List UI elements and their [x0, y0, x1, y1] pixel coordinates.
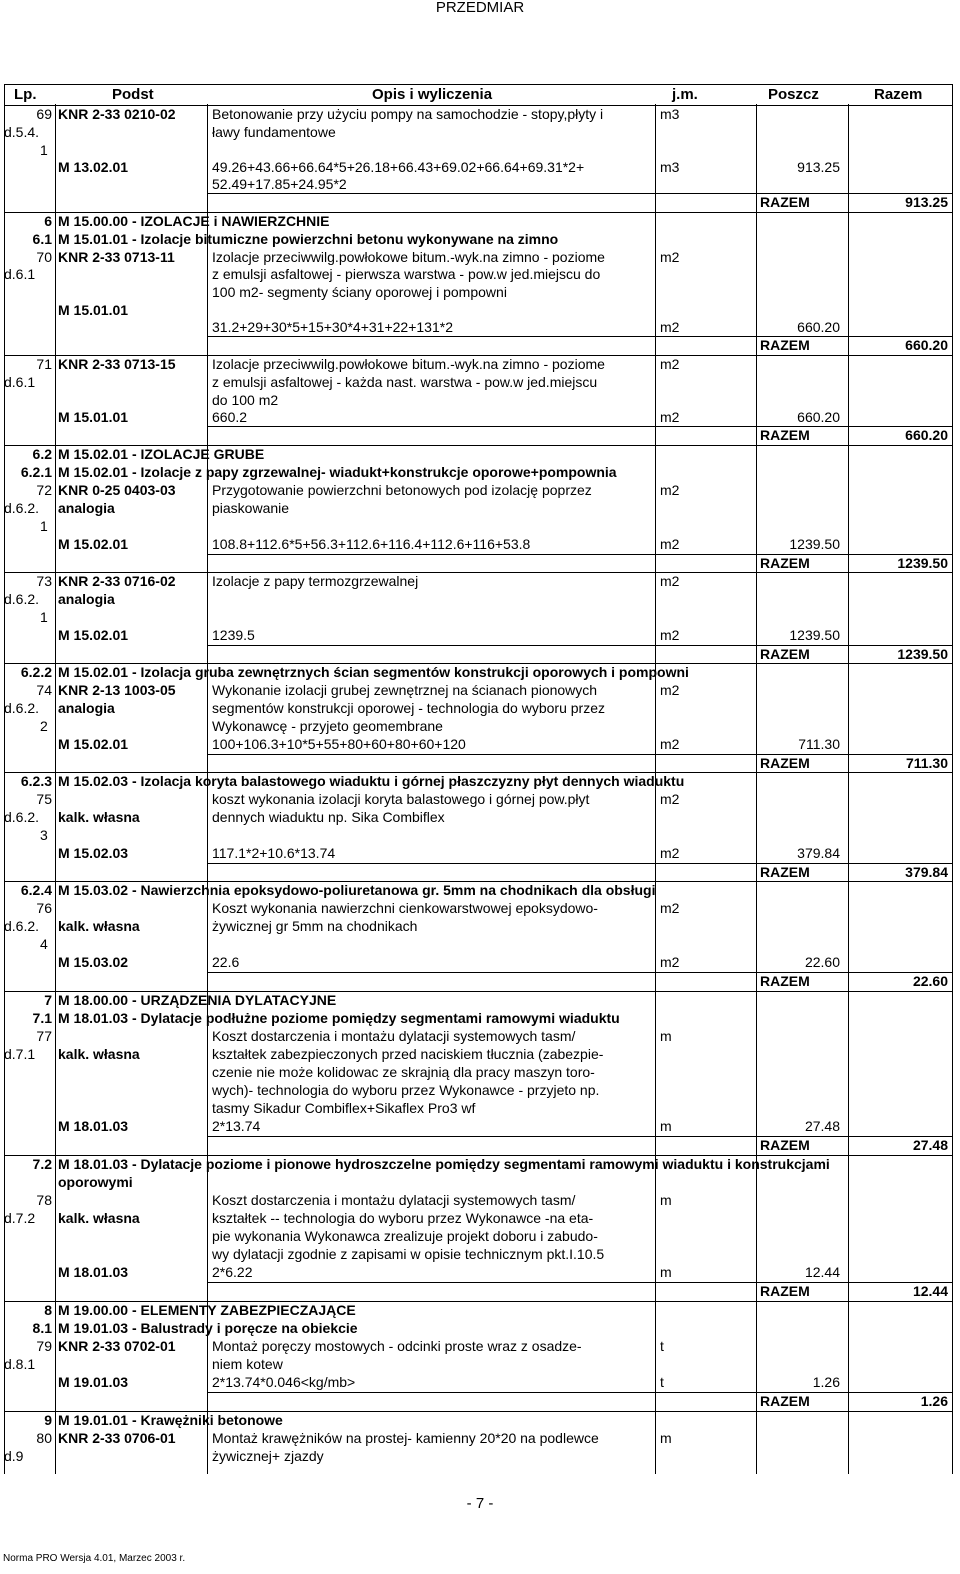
table-cell-text: M 15.03.02 - Nawierzchnia epoksydowo-poliuretanowa gr. 5mm na chodnikach dla obsługi [58, 882, 656, 898]
table-cell-text: 8 [44, 1302, 52, 1318]
table-cell-text: M 15.02.01 - IZOLACJE GRUBE [58, 446, 265, 462]
table-cell-text: 379.84 [905, 864, 948, 880]
table-cell-text: m [660, 1118, 672, 1134]
table-cell-text: M 18.01.03 - Dylatacje podłużne poziome pomiędzy segmentami ramowymi wiaduktu [58, 1010, 620, 1026]
table-cell-text: m3 [660, 159, 680, 175]
table-cell-text: 72 [36, 482, 52, 498]
page-number: - 7 - [466, 1495, 494, 1512]
table-cell-text: m2 [660, 573, 680, 589]
grid-line [207, 193, 952, 194]
grid-line [207, 1136, 952, 1137]
table-cell-text: niem kotew [212, 1356, 283, 1372]
table-cell-text: 913.25 [797, 159, 840, 175]
grid-line [207, 1282, 952, 1283]
table-cell-text: KNR 2-33 0702-01 [58, 1338, 176, 1354]
table-cell-text: 1 [40, 142, 48, 158]
table-cell-text: 660.20 [905, 427, 948, 443]
table-cell-text: 1 [40, 518, 48, 534]
table-cell-text: M 19.01.03 - Balustrady i poręcze na obiekcie [58, 1320, 358, 1336]
grid-line [55, 104, 56, 1474]
table-cell-text: 660.2 [212, 409, 248, 425]
grid-line [756, 104, 757, 1474]
table-cell-text: d.6.2. [4, 918, 40, 934]
table-cell-text: kształtek zabezpieczonych przed naciskiem tłucznia (zabezpie- [212, 1046, 604, 1062]
table-cell-text: Koszt wykonania nawierzchni cienkowarstwowej epoksydowo- [212, 900, 598, 916]
table-cell-text: 76 [36, 900, 52, 916]
table-cell-text: t [660, 1374, 664, 1390]
table-cell-text: KNR 0-25 0403-03 [58, 482, 176, 498]
table-cell-text: 31.2+29+30*5+15+30*4+31+22+131*2 [212, 319, 453, 335]
table-cell-text: 100 m2- segmenty ściany oporowej i pompowni [212, 284, 507, 300]
table-cell-text: RAZEM [760, 194, 810, 210]
table-cell-text: M 18.00.00 - URZĄDZENIA DYLATACYJNE [58, 992, 337, 1008]
table-cell-text: RAZEM [760, 1393, 810, 1409]
table-cell-text: 74 [36, 682, 52, 698]
page-header-title: PRZEDMIAR [435, 0, 525, 16]
table-cell-text: d.7.2 [4, 1210, 36, 1226]
table-cell-text: m3 [660, 106, 680, 122]
table-cell-text: M 18.01.03 - Dylatacje poziome i pionowe hydroszczelne pomiędzy segmentami ramowymi wiaduktu i konstrukcjami [58, 1156, 830, 1172]
grid-line [207, 645, 952, 646]
table-cell-text: KNR 2-33 0713-15 [58, 356, 176, 372]
table-cell-text: 6.2.2 [20, 664, 52, 680]
table-cell-text: 6.2.3 [20, 773, 52, 789]
table-cell-text: M 13.02.01 [58, 159, 129, 175]
table-cell-text: Koszt dostarczenia i montażu dylatacji systemowych tasm/ [212, 1192, 576, 1208]
table-cell-text: 6.2 [32, 446, 52, 462]
grid-line [207, 1392, 952, 1393]
table-cell-text: m2 [660, 900, 680, 916]
table-cell-text: 52.49+17.85+24.95*2 [212, 176, 347, 192]
table-cell-text: 1 [40, 609, 48, 625]
table-cell-text: 27.48 [912, 1137, 948, 1153]
table-cell-text: żywicznej gr 5mm na chodnikach [212, 918, 418, 934]
table-cell-text: d.9 [4, 1448, 24, 1464]
table-cell-text: 379.84 [797, 845, 840, 861]
table-cell-text: d.6.2. [4, 500, 40, 516]
table-cell-text: d.6.2. [4, 809, 40, 825]
table-cell-text: 9 [44, 1412, 52, 1428]
table-cell-text: d.6.1 [4, 374, 36, 390]
table-cell-text: 6 [44, 213, 52, 229]
table-cell-text: czenie nie może kolidowac ze skrajnią dla pracy maszyn toro- [212, 1064, 595, 1080]
table-cell-text: M 19.01.01 - Krawężniki betonowe [58, 1412, 283, 1428]
table-cell-text: do 100 m2 [212, 392, 279, 408]
table-cell-text: m2 [660, 627, 680, 643]
table-cell-text: 108.8+112.6*5+56.3+112.6+116.4+112.6+116+53.8 [212, 536, 531, 552]
table-cell-text: M 15.02.01 - Izolacja gruba zewnętrznych ścian segmentów konstrukcji oporowych i pompowni [58, 664, 689, 680]
table-cell-text: Izolacje z papy termozgrzewalnej [212, 573, 419, 589]
table-cell-text: d.6.1 [4, 266, 36, 282]
table-cell-text: RAZEM [760, 555, 810, 571]
table-cell-text: 8.1 [32, 1320, 52, 1336]
grid-line [207, 754, 952, 755]
table-cell-text: kalk. własna [58, 809, 140, 825]
grid-line [952, 84, 953, 1474]
table-cell-text: 6.1 [32, 231, 52, 247]
table-cell-text: m2 [660, 249, 680, 265]
table-cell-text: 70 [36, 249, 52, 265]
table-cell-text: kalk. własna [58, 918, 140, 934]
table-cell-text: z emulsji asfaltowej - każda nast. warstwa - pow.w jed.miejscu [212, 374, 598, 390]
table-cell-text: pie wykonania Wykonawca zrealizuje projekt doboru i zabudo- [212, 1228, 598, 1244]
table-cell-text: M 15.01.01 [58, 302, 129, 318]
table-cell-text: Montaż poręczy mostowych - odcinki proste wraz z osadze- [212, 1338, 582, 1354]
table-cell-text: m [660, 1028, 672, 1044]
table-cell-text: 75 [36, 791, 52, 807]
table-cell-text: Montaż krawężników na prostej- kamienny 20*20 na podlewce [212, 1430, 599, 1446]
table-cell-text: 2 [40, 718, 48, 734]
table-cell-text: piaskowanie [212, 500, 290, 516]
table-cell-text: 22.60 [804, 954, 840, 970]
table-cell-text: 73 [36, 573, 52, 589]
table-cell-text: m2 [660, 954, 680, 970]
grid-line [207, 554, 952, 555]
table-cell-text: m [660, 1430, 672, 1446]
col-podst: Podst [112, 86, 154, 103]
table-cell-text: 3 [40, 827, 48, 843]
table-cell-text: 4 [40, 936, 48, 952]
table-cell-text: t [660, 1338, 664, 1354]
table-cell-text: d.5.4. [4, 124, 40, 140]
table-cell-text: Betonowanie przy użyciu pompy na samochodzie - stopy,płyty i [212, 106, 604, 122]
table-cell-text: 80 [36, 1430, 52, 1446]
table-cell-text: 2*6.22 [212, 1264, 253, 1280]
table-cell-text: m [660, 1192, 672, 1208]
table-cell-text: Koszt dostarczenia i montażu dylatacji systemowych tasm/ [212, 1028, 576, 1044]
table-cell-text: 660.20 [905, 337, 948, 353]
table-cell-text: d.7.1 [4, 1046, 36, 1062]
table-cell-text: M 15.02.01 [58, 627, 129, 643]
table-cell-text: 1.26 [812, 1374, 840, 1390]
table-cell-text: 913.25 [905, 194, 948, 210]
table-cell-text: m2 [660, 791, 680, 807]
table-cell-text: 7 [44, 992, 52, 1008]
table-cell-text: m2 [660, 682, 680, 698]
table-cell-text: 7.2 [32, 1156, 52, 1172]
table-cell-text: d.8.1 [4, 1356, 36, 1372]
table-cell-text: analogia [58, 700, 115, 716]
table-cell-text: Izolacje przeciwwilg.powłokowe bitum.-wyk.na zimno - poziome [212, 356, 605, 372]
table-cell-text: 6.2.1 [20, 464, 52, 480]
grid-line [207, 336, 952, 337]
table-cell-text: M 19.01.03 [58, 1374, 129, 1390]
table-cell-text: kształtek -- technologia do wyboru przez Wykonawce -na eta- [212, 1210, 594, 1226]
table-cell-text: RAZEM [760, 1283, 810, 1299]
table-cell-text: 117.1*2+10.6*13.74 [212, 845, 336, 861]
table-cell-text: m [660, 1264, 672, 1280]
table-cell-text: RAZEM [760, 1137, 810, 1153]
grid-line [207, 972, 952, 973]
col-poszcz: Poszcz [768, 86, 819, 103]
table-cell-text: m2 [660, 356, 680, 372]
table-cell-text: Izolacje przeciwwilg.powłokowe bitum.-wyk.na zimno - poziome [212, 249, 605, 265]
table-cell-text: M 18.01.03 [58, 1118, 129, 1134]
table-cell-text: M 18.01.03 [58, 1264, 129, 1280]
table-cell-text: m2 [660, 736, 680, 752]
table-cell-text: 660.20 [797, 409, 840, 425]
table-cell-text: 71 [36, 356, 52, 372]
table-cell-text: d.6.2. [4, 591, 40, 607]
table-cell-text: Przygotowanie powierzchni betonowych pod izolację poprzez [212, 482, 592, 498]
table-cell-text: RAZEM [760, 427, 810, 443]
table-cell-text: 49.26+43.66+66.64*5+26.18+66.43+69.02+66.64+69.31*2+ [212, 159, 585, 175]
table-cell-text: ławy fundamentowe [212, 124, 336, 140]
table-cell-text: 79 [36, 1338, 52, 1354]
table-cell-text: KNR 2-33 0210-02 [58, 106, 176, 122]
table-cell-text: koszt wykonania izolacji koryta balastowego i górnej pow.płyt [212, 791, 590, 807]
table-cell-text: wych)- technologia do wyboru przez Wykonawce - przyjeto np. [212, 1082, 600, 1098]
table-cell-text: 6.2.4 [20, 882, 52, 898]
table-cell-text: RAZEM [760, 337, 810, 353]
table-cell-text: 711.30 [798, 736, 840, 752]
table-cell-text: 1.26 [920, 1393, 948, 1409]
table-cell-text: KNR 2-33 0716-02 [58, 573, 176, 589]
table-cell-text: m2 [660, 845, 680, 861]
table-cell-text: wy dylatacji zgodnie z zapisami w opisie technicznym pkt.I.10.5 [212, 1246, 605, 1262]
table-cell-text: RAZEM [760, 864, 810, 880]
table-cell-text: analogia [58, 591, 115, 607]
table-cell-text: 1239.50 [897, 646, 948, 662]
table-cell-text: oporowymi [58, 1174, 133, 1190]
table-cell-text: M 15.02.01 [58, 536, 129, 552]
table-cell-text: 12.44 [912, 1283, 948, 1299]
table-cell-text: m2 [660, 536, 680, 552]
table-cell-text: 1239.50 [789, 536, 840, 552]
table-cell-text: segmentów konstrukcji oporowej - technologia do wyboru przez [212, 700, 605, 716]
table-cell-text: m2 [660, 319, 680, 335]
table-cell-text: d.6.2. [4, 700, 40, 716]
table-cell-text: 78 [36, 1192, 52, 1208]
table-cell-text: kalk. własna [58, 1210, 140, 1226]
table-cell-text: Wykonanie izolacji grubej zewnętrznej na ścianach pionowych [212, 682, 598, 698]
table-cell-text: kalk. własna [58, 1046, 140, 1062]
table-cell-text: M 15.01.01 [58, 409, 129, 425]
table-cell-text: KNR 2-13 1003-05 [58, 682, 176, 698]
table-cell-text: z emulsji asfaltowej - pierwsza warstwa - pow.w jed.miejscu do [212, 266, 601, 282]
table-cell-text: żywicznej+ zjazdy [212, 1448, 324, 1464]
table-cell-text: 27.48 [804, 1118, 840, 1134]
table-cell-text: 77 [36, 1028, 52, 1044]
software-footer: Norma PRO Wersja 4.01, Marzec 2003 r. [3, 1553, 186, 1564]
table-cell-text: 1239.5 [212, 627, 255, 643]
grid-line [207, 426, 952, 427]
table-cell-text: 12.44 [804, 1264, 840, 1280]
col-jm: j.m. [672, 86, 698, 103]
table-cell-text: KNR 2-33 0706-01 [58, 1430, 176, 1446]
table-cell-text: M 15.03.02 [58, 954, 129, 970]
table-cell-text: 1239.50 [789, 627, 840, 643]
table-cell-text: M 15.02.03 [58, 845, 129, 861]
table-column-header [4, 84, 952, 106]
table-cell-text: 2*13.74*0.046<kg/mb> [212, 1374, 356, 1390]
table-cell-text: M 15.01.01 - Izolacje bitumiczne powierzchni betonu wykonywane na zimno [58, 231, 559, 247]
table-cell-text: RAZEM [760, 755, 810, 771]
col-lp: Lp. [14, 86, 37, 103]
table-cell-text: m2 [660, 482, 680, 498]
table-cell-text: 7.1 [32, 1010, 52, 1026]
table-cell-text: RAZEM [760, 973, 810, 989]
table-cell-text: dennych wiaduktu np. Sika Combiflex [212, 809, 445, 825]
table-cell-text: 1239.50 [897, 555, 948, 571]
grid-line [207, 863, 952, 864]
table-cell-text: M 19.00.00 - ELEMENTY ZABEZPIECZAJĄCE [58, 1302, 356, 1318]
table-cell-text: m2 [660, 409, 680, 425]
table-cell-text: tasmy Sikadur Combiflex+Sikaflex Pro3 wf [212, 1100, 476, 1116]
table-cell-text: 22.60 [912, 973, 948, 989]
table-cell-text: M 15.02.01 - Izolacje z papy zgrzewalnej- wiadukt+konstrukcje oporowe+pompownia [58, 464, 617, 480]
table-cell-text: 69 [36, 106, 52, 122]
table-cell-text: 711.30 [905, 755, 948, 771]
table-cell-text: M 15.02.03 - Izolacja koryta balastowego wiaduktu i górnej płaszczyzny płyt dennych wiaduktu [58, 773, 685, 789]
col-razem: Razem [874, 86, 923, 103]
table-cell-text: 660.20 [797, 319, 840, 335]
table-cell-text: 100+106.3+10*5+55+80+60+80+60+120 [212, 736, 466, 752]
table-cell-text: RAZEM [760, 646, 810, 662]
grid-line [848, 104, 849, 1474]
table-cell-text: 22.6 [212, 954, 240, 970]
table-cell-text: KNR 2-33 0713-11 [58, 249, 175, 265]
table-cell-text: 2*13.74 [212, 1118, 261, 1134]
table-cell-text: M 15.00.00 - IZOLACJE i NAWIERZCHNIE [58, 213, 330, 229]
table-cell-text: M 15.02.01 [58, 736, 129, 752]
col-opis: Opis i wyliczenia [372, 86, 493, 103]
table-cell-text: Wykonawcę - przyjeto geomembrane [212, 718, 443, 734]
table-cell-text: analogia [58, 500, 115, 516]
